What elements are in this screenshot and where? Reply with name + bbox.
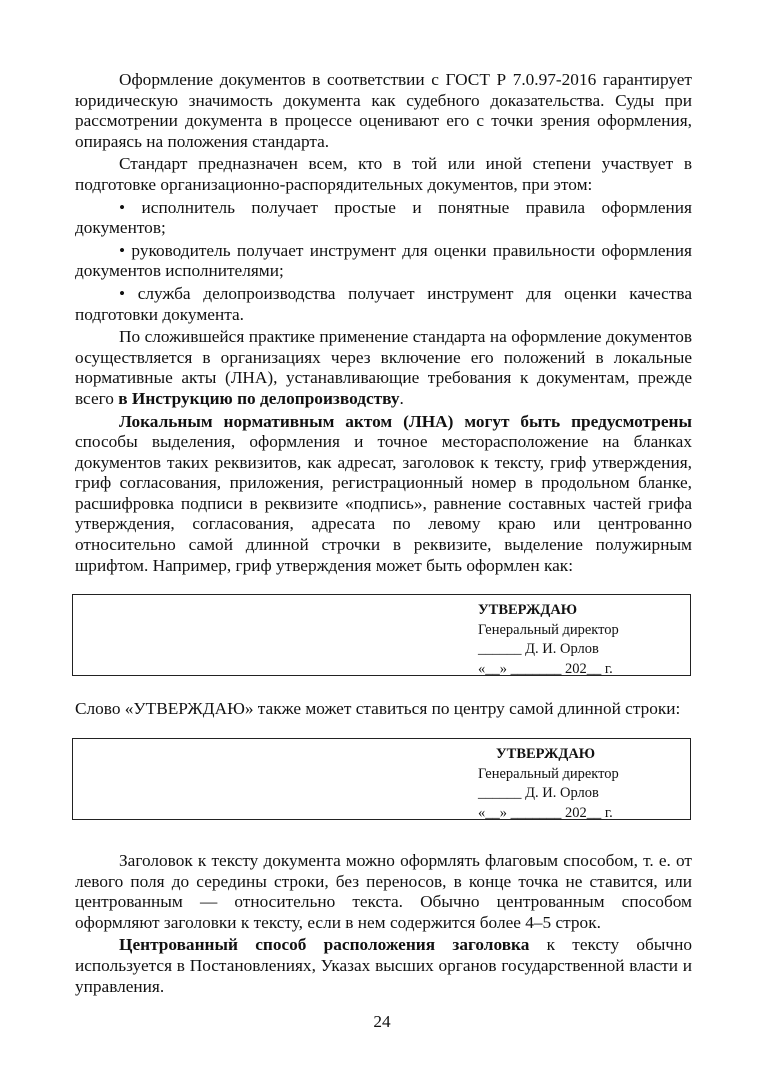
paragraph-gost: Оформление документов в соответствии с ГОСТ Р 7.0.97-2016 гарантирует юридическую значимость документа как судебного доказательства. Суды при рассмотрении документа в процессе оценивают его с точки зрения оформления, опираясь на положения стандарта. bbox=[75, 70, 692, 151]
stamp-position: Генеральный директор bbox=[478, 621, 619, 638]
paragraph-practice bbox=[75, 327, 692, 409]
bold-text: Центрованный способ расположения заголовка bbox=[119, 935, 530, 955]
stamp-date: «__» _______ 202__ г. bbox=[478, 660, 613, 677]
stamp-signature: ______ Д. И. Орлов bbox=[478, 641, 599, 657]
stamp-title: УТВЕРЖДАЮ bbox=[478, 602, 578, 618]
stamp-position: Генеральный директор bbox=[478, 765, 619, 782]
text: способы выделения, оформления и точное месторасположение на бланках документов таких реквизитов, как адресат, заголовок к тексту, гриф утверждения, гриф согласования, приложения, регистрационный номер в продольном бланке, расшифровка подписи в реквизите «подпись», равнение составных частей грифа утверждения, согласования, адресата по левому краю или центрованно относительно самой длинной строчки в реквизите, выделение полужирным шрифтом. Например, гриф утверждения может быть оформлен как: bbox=[75, 432, 692, 575]
paragraph-heading-style: Заголовок к тексту документа можно оформлять флаговым способом, т. е. от левого поля до середины строки, без переносов, в конце точка не ставится, или центрованным — относительно текста. Обычно центрованным способом оформляют заголовки к тексту, если в нем содержится более 4–5 строк. bbox=[75, 851, 692, 932]
text: . bbox=[399, 388, 404, 408]
bold-text: в Инструкцию по делопроизводству bbox=[118, 388, 400, 408]
body-text-bottom bbox=[75, 851, 692, 999]
bullet-executor: • исполнитель получает простые и понятные правила оформления документов; bbox=[75, 197, 692, 238]
paragraph-lna bbox=[75, 412, 692, 577]
paragraph-standard: Стандарт предназначен всем, кто в той или иной степени участвует в подготовке организационно-распорядительных документов, при этом: bbox=[75, 154, 692, 194]
stamp-signature: ______ Д. И. Орлов bbox=[478, 785, 599, 801]
between-text: Слово «УТВЕРЖДАЮ» также может ставиться по центру самой длинной строки: bbox=[75, 699, 681, 718]
stamp-date: «__» _______ 202__ г. bbox=[478, 804, 613, 821]
text: По сложившейся практике применение стандарта на оформление документов осуществляется в организациях через включение его положений в локальные нормативные акты (ЛНА), устанавливающие требования к документам, прежде всего bbox=[75, 327, 692, 408]
page-number: 24 bbox=[373, 1012, 391, 1031]
approval-stamp-centered bbox=[72, 738, 691, 820]
stamp-title: УТВЕРЖДАЮ bbox=[496, 746, 596, 762]
stamp-content bbox=[478, 601, 619, 679]
approval-stamp-left-aligned bbox=[72, 594, 691, 676]
stamp-content bbox=[478, 745, 619, 823]
bullet-records-service: • служба делопроизводства получает инструмент для оценки качества подготовки документа. bbox=[75, 283, 692, 324]
paragraph-centered-heading bbox=[75, 935, 692, 997]
text: к тексту обычно используется в Постановлениях, Указах высших органов государственной власти и управления. bbox=[75, 935, 692, 996]
bullet-manager: • руководитель получает инструмент для оценки правильности оформления документов исполнителями; bbox=[75, 240, 692, 281]
body-text-top bbox=[75, 70, 692, 578]
between-text-block bbox=[75, 699, 692, 722]
bold-text: Локальным нормативным актом (ЛНА) могут быть предусмотрены bbox=[119, 411, 692, 431]
